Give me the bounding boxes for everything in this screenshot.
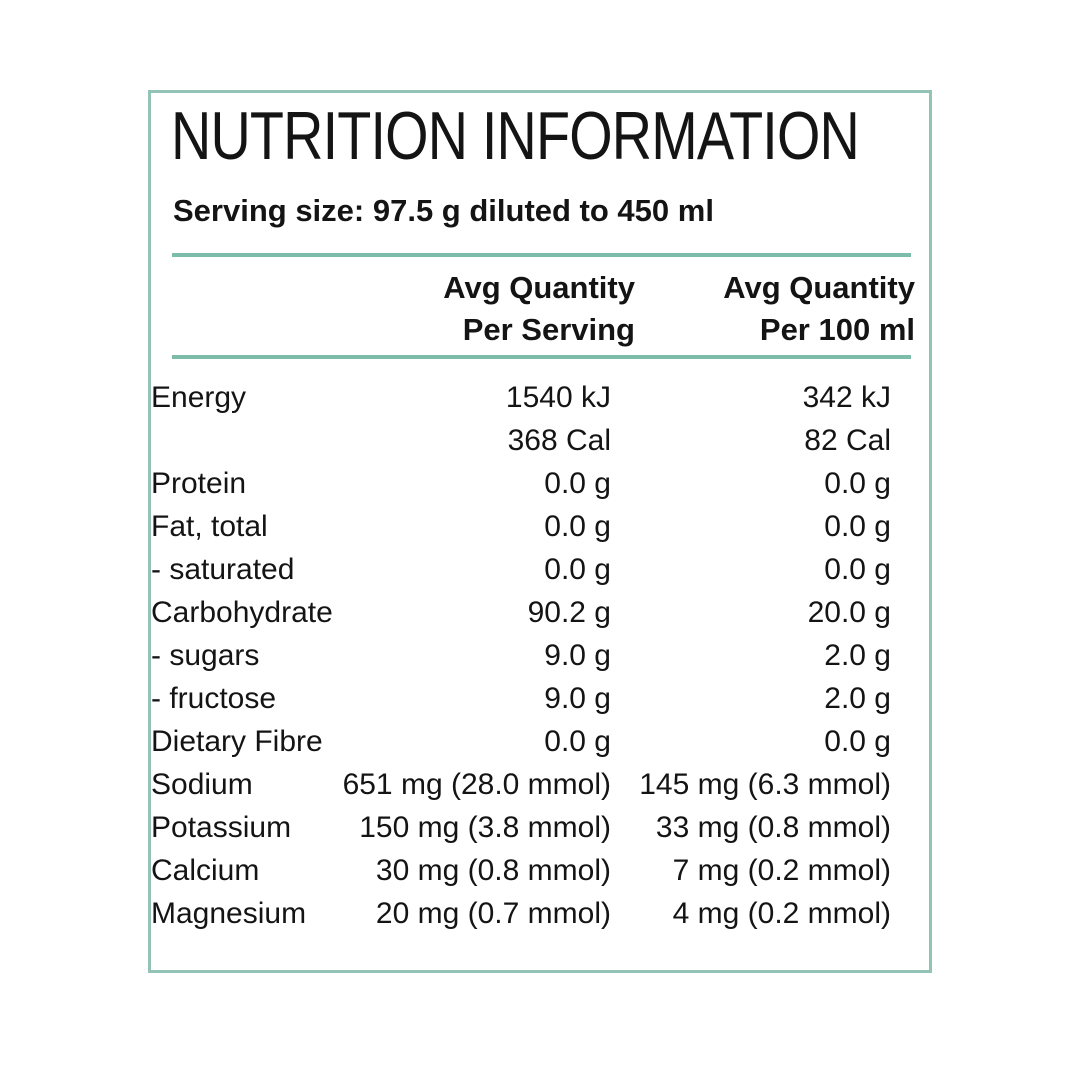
value-per-serving: 20 mg (0.7 mmol) — [375, 897, 611, 930]
value-per-serving: 368 Cal — [507, 424, 611, 457]
value-per-100ml: 0.0 g — [824, 467, 891, 500]
nutrient-rows — [151, 376, 929, 935]
nutrient-row-sodium — [151, 763, 929, 806]
nutrient-name: - saturated — [151, 553, 295, 586]
value-per-100ml: 7 mg (0.2 mmol) — [672, 854, 891, 887]
value-per-100ml: 2.0 g — [824, 639, 891, 672]
header-per-serving-line2: Per Serving — [462, 312, 635, 347]
nutrient-row-carbohydrate — [151, 591, 929, 634]
value-per-100ml: 0.0 g — [824, 725, 891, 758]
value-per-serving: 0.0 g — [544, 467, 611, 500]
value-per-100ml: 2.0 g — [824, 682, 891, 715]
nutrient-name: Potassium — [151, 811, 292, 844]
nutrient-name: Dietary Fibre — [151, 725, 323, 758]
panel-title-text: NUTRITION INFORMATION — [171, 98, 859, 174]
nutrient-name: - fructose — [151, 682, 277, 715]
nutrient-row-protein — [151, 462, 929, 505]
value-per-serving: 1540 kJ — [505, 381, 611, 414]
nutrient-name: Carbohydrate — [151, 596, 333, 629]
nutrient-name: Magnesium — [151, 897, 307, 930]
nutrient-name: Sodium — [151, 768, 253, 801]
value-per-serving: 9.0 g — [544, 682, 611, 715]
value-per-100ml: 342 kJ — [802, 381, 891, 414]
nutrient-row-saturated — [151, 548, 929, 591]
header-per-100ml — [635, 267, 915, 351]
value-per-serving: 651 mg (28.0 mmol) — [342, 768, 611, 801]
header-spacer — [175, 267, 345, 351]
value-per-100ml: 0.0 g — [824, 553, 891, 586]
nutrient-row-fructose — [151, 677, 929, 720]
value-per-serving: 30 mg (0.8 mmol) — [375, 854, 611, 887]
nutrient-name: Fat, total — [151, 510, 268, 543]
nutrient-row-calcium — [151, 849, 929, 892]
header-per-serving-line1: Avg Quantity — [443, 270, 635, 305]
value-per-100ml: 33 mg (0.8 mmol) — [655, 811, 891, 844]
value-per-serving: 0.0 g — [544, 725, 611, 758]
value-per-100ml: 82 Cal — [804, 424, 891, 457]
nutrient-row-potassium — [151, 806, 929, 849]
header-per-100ml-line2: Per 100 ml — [759, 312, 915, 347]
value-per-100ml: 4 mg (0.2 mmol) — [672, 897, 891, 930]
panel-title — [171, 98, 929, 174]
nutrient-name: - sugars — [151, 639, 260, 672]
nutrient-row-energy — [151, 376, 929, 419]
nutrient-row-sugars — [151, 634, 929, 677]
serving-size-text: Serving size: 97.5 g diluted to 450 ml — [173, 193, 714, 228]
header-divider — [172, 355, 911, 359]
value-per-serving: 90.2 g — [527, 596, 611, 629]
value-per-serving: 0.0 g — [544, 510, 611, 543]
nutrient-row-fat-total — [151, 505, 929, 548]
header-per-serving — [345, 267, 635, 351]
nutrient-row-magnesium — [151, 892, 929, 935]
nutrient-row-energy-cal — [151, 419, 929, 462]
value-per-serving: 9.0 g — [544, 639, 611, 672]
column-headers — [175, 267, 915, 351]
value-per-100ml: 0.0 g — [824, 510, 891, 543]
top-divider — [172, 253, 911, 257]
nutrient-row-dietary-fibre — [151, 720, 929, 763]
nutrient-name: Protein — [151, 467, 247, 500]
nutrition-label-panel — [148, 90, 932, 973]
nutrient-name: Calcium — [151, 854, 260, 887]
header-per-100ml-line1: Avg Quantity — [723, 270, 915, 305]
nutrient-name: Energy — [151, 381, 247, 414]
value-per-serving: 0.0 g — [544, 553, 611, 586]
value-per-serving: 150 mg (3.8 mmol) — [359, 811, 611, 844]
value-per-100ml: 145 mg (6.3 mmol) — [639, 768, 891, 801]
value-per-100ml: 20.0 g — [807, 596, 891, 629]
